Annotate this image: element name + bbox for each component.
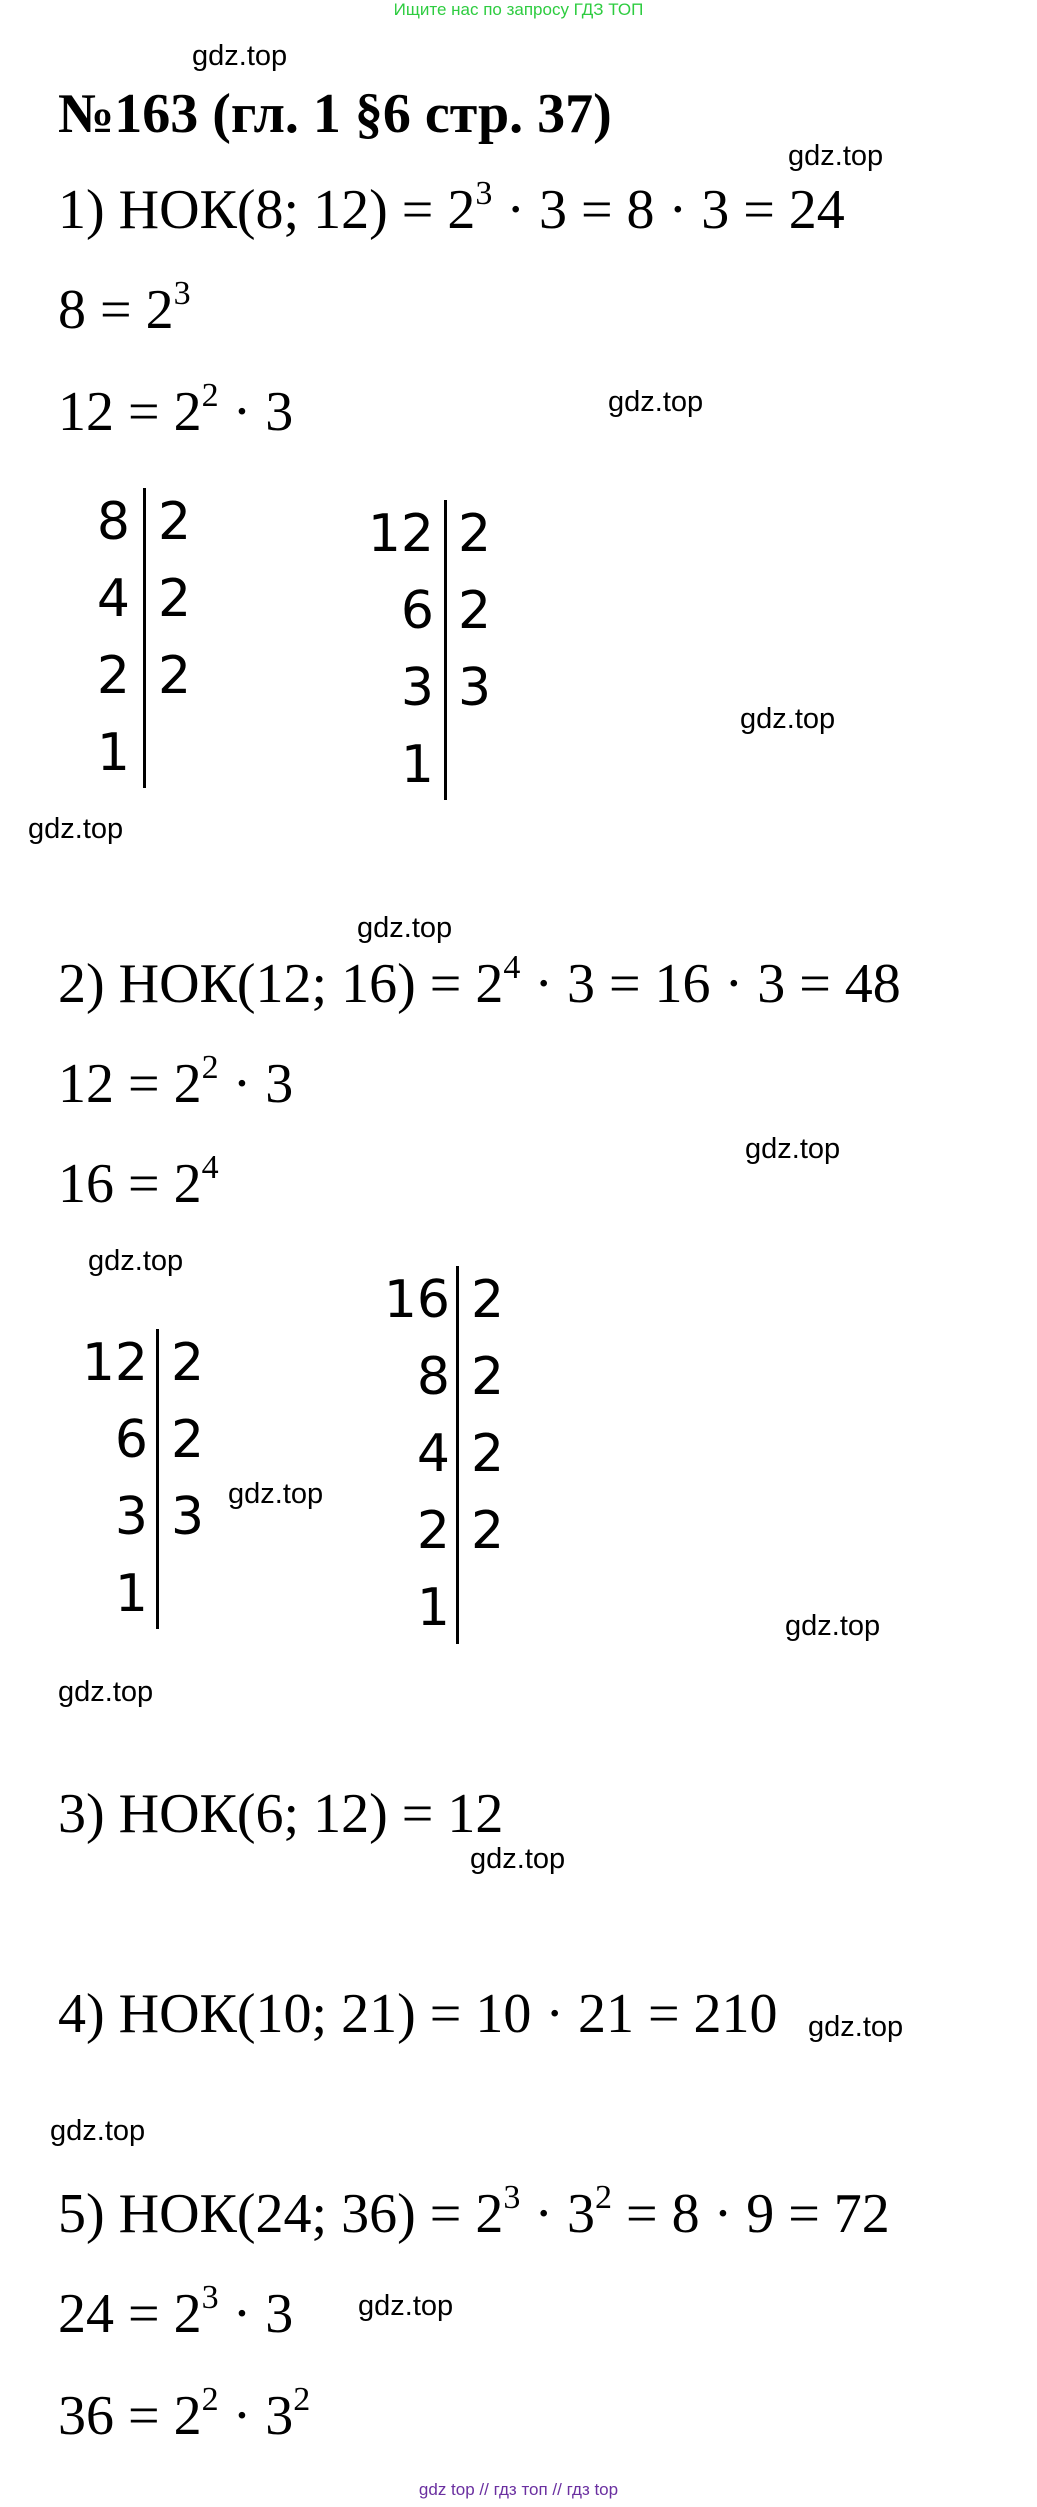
watermark: gdz.top <box>470 1843 566 1875</box>
lcm-equation-5: 5) НОК(24; $36) = 2^3 \cdot 3^2 = 8 \cdot 9 = 72$ <box>58 2179 890 2245</box>
ladder-divisor: 2 <box>471 1347 505 1407</box>
factorization-12: $12 = 2^2 \cdot 3$ <box>58 377 294 443</box>
ladder-dividend: 2 <box>416 1501 450 1561</box>
factorization-16: $16 = 2^4$ <box>58 1149 219 1215</box>
watermark: gdz.top <box>745 1133 841 1165</box>
ladder-dividend: 1 <box>114 1564 148 1624</box>
watermark: gdz.top <box>50 2115 146 2147</box>
factorization-8: $8 = 2^3$ <box>58 275 191 341</box>
division-ladder-12 <box>76 1325 226 1635</box>
watermark: gdz.top <box>192 40 288 72</box>
watermark: gdz.top <box>28 813 124 845</box>
ladder-divisor: 3 <box>458 658 492 718</box>
ladder-divider <box>143 488 146 788</box>
division-ladder-12 <box>360 496 520 806</box>
ladder-divisors <box>458 496 491 727</box>
watermark: gdz.top <box>88 1245 184 1277</box>
division-ladder-8 <box>60 484 210 794</box>
watermark: gdz.top <box>740 703 836 735</box>
lcm-equation-2: 2) НОК(12; $16) = 2^4 \cdot 3 = 16 \cdot 3 = 48$ <box>58 949 901 1015</box>
ladder-dividends <box>376 1262 450 1647</box>
watermark: gdz.top <box>808 2011 904 2043</box>
ladder-dividend: 3 <box>114 1487 148 1547</box>
ladder-divider <box>444 500 447 800</box>
ladder-dividends <box>360 496 434 804</box>
ladder-dividend: 12 <box>81 1333 148 1393</box>
ladder-dividends <box>60 484 130 792</box>
ladder-divisor: 2 <box>158 646 192 706</box>
ladder-divisor: 2 <box>158 492 192 552</box>
ladder-divisor: 2 <box>171 1333 205 1393</box>
watermark: gdz.top <box>357 912 453 944</box>
ladder-dividend: 6 <box>114 1410 148 1470</box>
watermark: gdz.top <box>785 1610 881 1642</box>
ladder-divisors <box>471 1262 504 1570</box>
ladder-dividend: 8 <box>96 492 130 552</box>
ladder-dividend: 3 <box>400 658 434 718</box>
watermark: gdz.top <box>788 140 884 172</box>
page-title: №163 (гл. 1 §6 стр. 37) <box>58 83 612 145</box>
watermark: gdz.top <box>358 2290 454 2322</box>
ladder-divider <box>156 1329 159 1629</box>
lcm-equation-1: 1) НОК(8; $12) = 2^3 \cdot 3 = 8 \cdot 3 = 24$ <box>58 175 845 241</box>
ladder-dividend: 12 <box>367 504 434 564</box>
ladder-divisor: 2 <box>471 1270 505 1330</box>
factorization-12: $12 = 2^2 \cdot 3$ <box>58 1049 294 1115</box>
ladder-divisor: 2 <box>171 1410 205 1470</box>
factorization-24: $24 = 2^3 \cdot 3$ <box>58 2279 294 2345</box>
factorization-36: $36 = 2^2 \cdot 3^2$ <box>58 2381 311 2447</box>
ladder-dividend: 16 <box>383 1270 450 1330</box>
ladder-dividend: 6 <box>400 581 434 641</box>
ladder-divisor: 3 <box>171 1487 205 1547</box>
top-banner[interactable]: Ищите нас по запросу ГДЗ ТОП <box>393 0 644 19</box>
ladder-dividend: 4 <box>96 569 130 629</box>
ladder-dividend: 1 <box>400 735 434 795</box>
bottom-banner[interactable]: gdz top // гдз топ // гдз top <box>418 2480 619 2499</box>
ladder-dividend: 2 <box>96 646 130 706</box>
ladder-divisor: 2 <box>471 1424 505 1484</box>
ladder-divider <box>456 1266 459 1644</box>
division-ladder-16 <box>376 1262 536 1652</box>
ladder-divisor: 2 <box>158 569 192 629</box>
ladder-divisors <box>171 1325 204 1556</box>
ladder-dividend: 8 <box>416 1347 450 1407</box>
ladder-divisor: 2 <box>471 1501 505 1561</box>
lcm-equation-4: 4) НОК(10; 21) = 10 · 21 = 210 <box>58 1983 778 2045</box>
ladder-dividend: 4 <box>416 1424 450 1484</box>
ladder-dividends <box>76 1325 148 1633</box>
ladder-dividend: 1 <box>416 1578 450 1638</box>
lcm-equation-3: 3) НОК(6; 12) = 12 <box>58 1783 504 1845</box>
watermark: gdz.top <box>58 1676 154 1708</box>
ladder-divisor: 2 <box>458 504 492 564</box>
ladder-divisor: 2 <box>458 581 492 641</box>
ladder-divisors <box>158 484 191 715</box>
watermark: gdz.top <box>608 386 704 418</box>
ladder-dividend: 1 <box>96 723 130 783</box>
watermark: gdz.top <box>228 1478 324 1510</box>
